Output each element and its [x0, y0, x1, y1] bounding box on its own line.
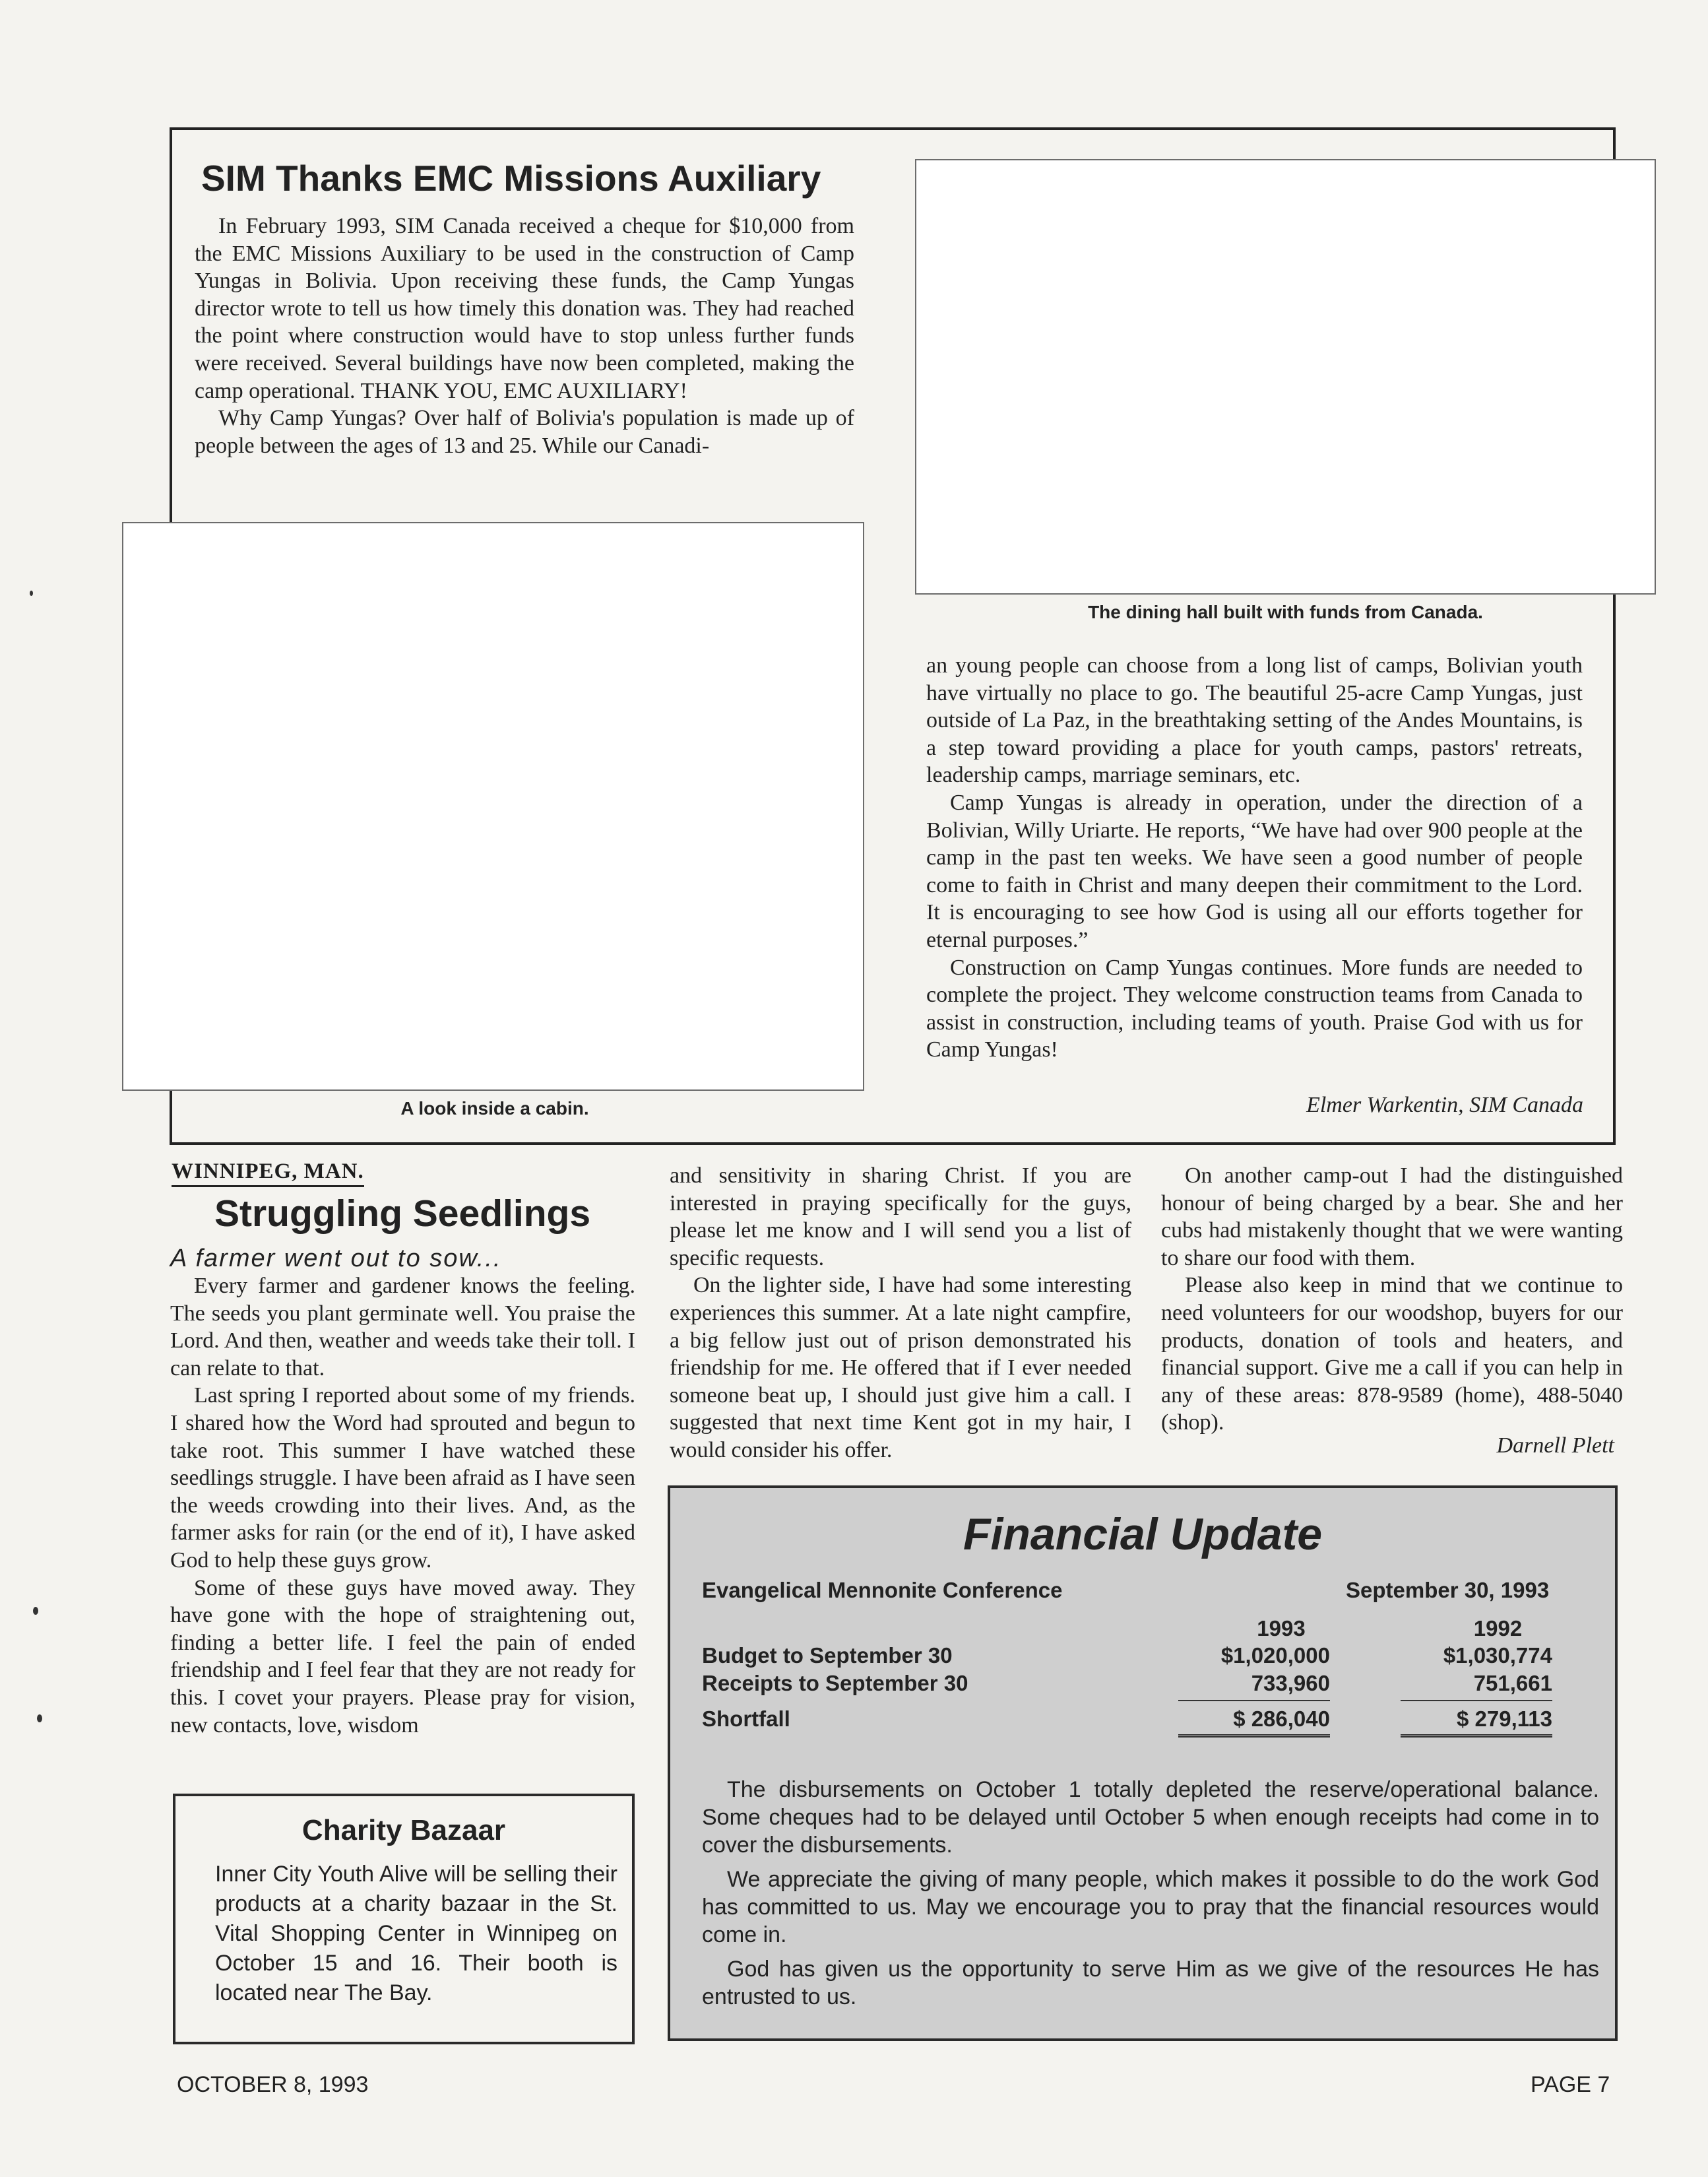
financial-notes [702, 1776, 1599, 2011]
financial-org-name: Evangelical Mennonite Conference [702, 1578, 1063, 1602]
sim-para-2-cont: an young people can choose from a long list of camps, Bolivian youth have virtually no place to go. The beautiful 25-acre Camp Yungas, just outside of La Paz, in the breathtaking setting of the Andes Mountains, is a step toward providing a place for youth camps, pastors' retreats, leadership camps, marriage seminars, etc. [926, 653, 1583, 788]
seedlings-dateline: WINNIPEG, MAN. [172, 1159, 364, 1187]
seedlings-col3-para-2: Please also keep in mind that we continue to need volunteers for our woodshop, buyers for our products, donation of tools and heaters, and financial support. Give me a call if you can help in any of these areas: 878-9589 (home), 488-5040 (shop). [1161, 1273, 1623, 1435]
financial-update-box [668, 1485, 1618, 2041]
footer-date: OCTOBER 8, 1993 [177, 2072, 369, 2097]
sim-article-intro [195, 212, 854, 459]
seedlings-column-1 [170, 1272, 635, 1739]
seedlings-subtitle: A farmer went out to sow... [170, 1245, 502, 1272]
financial-budget-1993: $1,020,000 [1220, 1643, 1330, 1668]
dining-hall-caption: The dining hall built with funds from Canada. [1088, 602, 1483, 622]
financial-note-2: We appreciate the giving of many people, which makes it possible to do the work God has committed to us. May we encourage you to pray that the financial resources would come in. [702, 1867, 1599, 1947]
financial-note-1: The disbursements on October 1 totally depleted the reserve/operational balance. Some cheques had to be delayed until October 5 when enough receipts had come in to cover the disbursements. [702, 1777, 1599, 1858]
sim-article-byline: Elmer Warkentin, SIM Canada [1306, 1093, 1583, 1117]
financial-budget-label: Budget to September 30 [702, 1643, 953, 1668]
cabin-caption: A look inside a cabin. [400, 1098, 589, 1119]
dining-hall-photo [915, 159, 1656, 595]
financial-report-date: September 30, 1993 [1346, 1578, 1550, 1602]
scan-mark [33, 1607, 38, 1615]
financial-col-header-1993: 1993 [1257, 1616, 1306, 1641]
financial-receipts-1993: 733,960 [1178, 1671, 1330, 1701]
financial-update-title: Financial Update [963, 1509, 1323, 1559]
seedlings-col3-para-1: On another camp-out I had the distinguished honour of being charged by a bear. She and her cubs had mistakenly thought that we were wanting to share our food with them. [1161, 1163, 1623, 1270]
scan-mark [30, 591, 33, 596]
financial-col-header-1992: 1992 [1473, 1616, 1523, 1641]
sim-para-2-start: Why Camp Yungas? Over half of Bolivia's population is made up of people between the ages of 13 and 25. While our Canadi- [195, 406, 854, 458]
sim-article-continued [926, 652, 1583, 1064]
seedlings-col1-para-2: Last spring I reported about some of my friends. I shared how the Word had sprouted and begun to take root. This summer I have watched these seedlings struggle. I have been afraid as I have seen the weeds crowding into their lives. And, as the farmer asks for rain (or the end of it), I have asked God to help these guys grow. [170, 1383, 635, 1573]
sim-para-3: Camp Yungas is already in operation, under the direction of a Bolivian, Willy Uriarte. He reports, “We have had over 900 people at the camp in the past ten weeks. We have seen a good number of people come to faith in Christ and many deepen their commitment to the Lord. It is encouraging to see how God is using all our efforts together for eternal purposes.” [926, 790, 1583, 952]
footer-page-number: PAGE 7 [1531, 2072, 1610, 2097]
seedlings-col2-para-2: On the lighter side, I have had some interesting experiences this summer. At a late night campfire, a big fellow just out of prison demonstrated his friendship for me. He offered that if I ever needed someone beat up, I should just give him a call. I suggested that next time Kent got in my hair, I would consider his offer. [670, 1273, 1131, 1462]
scan-mark [37, 1714, 42, 1722]
seedlings-title: Struggling Seedlings [214, 1192, 591, 1235]
seedlings-col1-para-3: Some of these guys have moved away. They have gone with the hope of straightening out, finding a better life. I feel the pain of ended friendship and I feel fear that they are not ready for this. I covet your prayers. Please pray for vision, new contacts, love, wisdom [170, 1575, 635, 1738]
charity-bazaar-body: Inner City Youth Alive will be selling their products at a charity bazaar in the St. Vital Shopping Center in Winnipeg on October 15 and 16. Their booth is located near The Bay. [215, 1862, 617, 2005]
cabin-photo [122, 522, 864, 1091]
seedlings-byline: Darnell Plett [1496, 1433, 1614, 1458]
financial-receipts-label: Receipts to September 30 [702, 1671, 968, 1695]
financial-receipts-1992: 751,661 [1401, 1671, 1552, 1701]
seedlings-col2-para-1: and sensitivity in sharing Christ. If you are interested in praying specifically for the guys, please let me know and I will send you a list of specific requests. [670, 1163, 1131, 1270]
sim-article-frame-bottom [170, 1142, 1616, 1145]
seedlings-col1-para-1: Every farmer and gardener knows the feeling. The seeds you plant germinate well. You praise the Lord. And then, weather and weeds take their toll. I can relate to that. [170, 1274, 635, 1381]
financial-shortfall-1993: $ 286,040 [1178, 1706, 1330, 1738]
sim-para-1: In February 1993, SIM Canada received a cheque for $10,000 from the EMC Missions Auxiliary to be used in the construction of Camp Yungas in Bolivia. Upon receiving these funds, the Camp Yungas director wrote to tell us how timely this donation was. They had reached the point where construction would have to stop unless further funds were received. Several buildings have now been completed, making the camp operational. THANK YOU, EMC AUXILIARY! [195, 214, 854, 403]
charity-bazaar-title: Charity Bazaar [301, 1814, 506, 1846]
sim-article-title: SIM Thanks EMC Missions Auxiliary [201, 158, 821, 199]
financial-note-3: God has given us the opportunity to serve Him as we give of the resources He has entrusted to us. [702, 1957, 1599, 2009]
charity-bazaar-box [173, 1794, 635, 2044]
seedlings-column-2 [670, 1162, 1131, 1464]
seedlings-column-3 [1161, 1162, 1623, 1437]
financial-shortfall-1992: $ 279,113 [1401, 1706, 1552, 1738]
financial-shortfall-label: Shortfall [702, 1706, 790, 1731]
sim-para-4: Construction on Camp Yungas continues. More funds are needed to complete the project. They welcome construction teams from Canada to assist in construction, including teams of youth. Praise God with us for Camp Yungas! [926, 955, 1583, 1062]
financial-budget-1992: $1,030,774 [1443, 1643, 1552, 1668]
